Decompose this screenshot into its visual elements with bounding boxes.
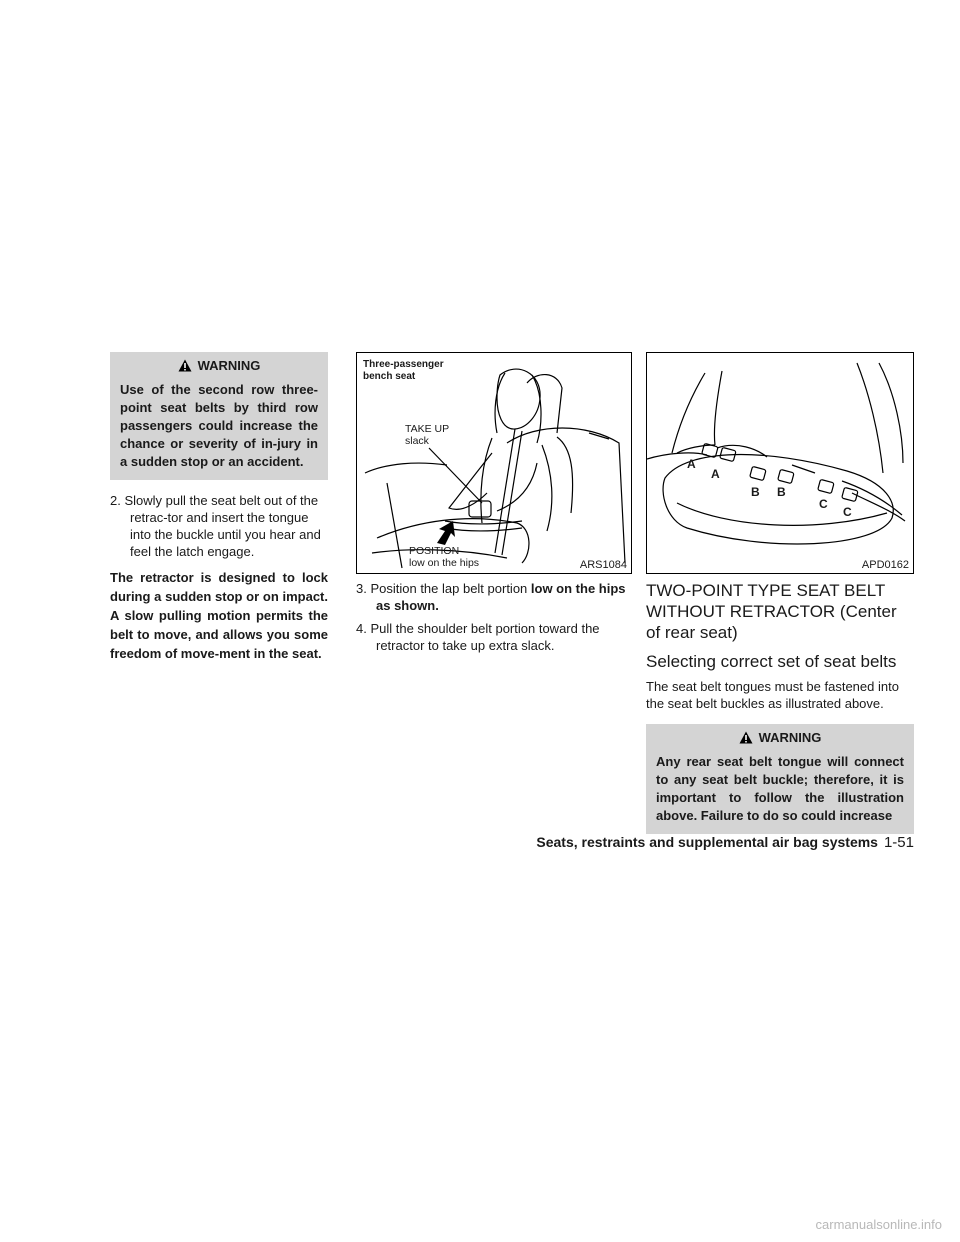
warning-header [120, 358, 318, 373]
page-footer [536, 834, 914, 851]
warning-title: WARNING [758, 730, 822, 745]
label-a-right: A [711, 467, 720, 481]
page-number: 1-51 [883, 834, 914, 851]
step-3-text: 3. Position the lap belt portion [356, 581, 528, 596]
retractor-note: The retractor is designed to lock during a sudden stop or on impact. A slow pulling motion permits the belt to move, and allows you some freedom of move-ment in the seat. [110, 570, 328, 661]
caption-line-2: bench seat [363, 371, 416, 382]
step-3-bold: low on the hips as shown. [376, 581, 626, 613]
takeup-label [405, 423, 449, 447]
section-title: TWO-POINT TYPE SEAT BELT WITHOUT RETRACTOR (Center of rear seat) [646, 581, 897, 642]
label-c-right: C [843, 505, 852, 519]
label-b-right: B [777, 485, 786, 499]
warning-text: Any rear seat belt tongue will connect to any seat belt buckle; therefore, it is important to follow the illustration above. Failure to do so could increase [656, 754, 904, 823]
position-label [409, 545, 479, 569]
right-column [646, 352, 914, 834]
takeup-line-1: TAKE UP [405, 423, 450, 435]
watermark: carmanualsonline.info [815, 1217, 942, 1232]
warning-triangle-icon [178, 359, 192, 372]
warning-title: WARNING [197, 358, 261, 373]
figure-id: APD0162 [861, 559, 909, 571]
warning-triangle-icon [739, 731, 753, 744]
step-2: 2. Slowly pull the seat belt out of the retrac-tor and insert the tongue into the buckle until you hear and feel the latch engage. [110, 493, 321, 559]
passenger-seatbelt-drawing [357, 353, 631, 573]
subsection-title: Selecting correct set of seat belts [646, 652, 897, 671]
step-4: 4. Pull the shoulder belt portion toward the retractor to take up extra slack. [356, 621, 600, 653]
caption-line-1: Three-passenger [363, 359, 444, 370]
figure-id: ARS1084 [579, 559, 627, 571]
middle-column [356, 352, 632, 654]
label-a-left: A [687, 457, 696, 471]
step-3 [356, 580, 632, 614]
left-column [110, 352, 328, 663]
label-b-left: B [751, 485, 760, 499]
footer-section: Seats, restraints and supplemental air bag systems [536, 834, 878, 850]
buckle-set-illustration [646, 352, 914, 574]
buckle-instruction: The seat belt tongues must be fastened into the seat belt buckles as illustrated above. [646, 679, 899, 711]
takeup-line-2: slack [405, 435, 429, 447]
warning-header [656, 730, 904, 745]
lap-belt-illustration [356, 352, 632, 574]
warning-box [110, 352, 328, 480]
position-line-2: low on the hips [409, 557, 480, 569]
label-c-left: C [819, 497, 828, 511]
figure-caption [363, 359, 444, 383]
warning-box [646, 724, 914, 834]
warning-text: Use of the second row three-point seat belts by third row passengers could increase the chance or severity of in-jury in a sudden stop or an accident. [120, 382, 318, 469]
position-line-1: POSITION [409, 545, 460, 557]
